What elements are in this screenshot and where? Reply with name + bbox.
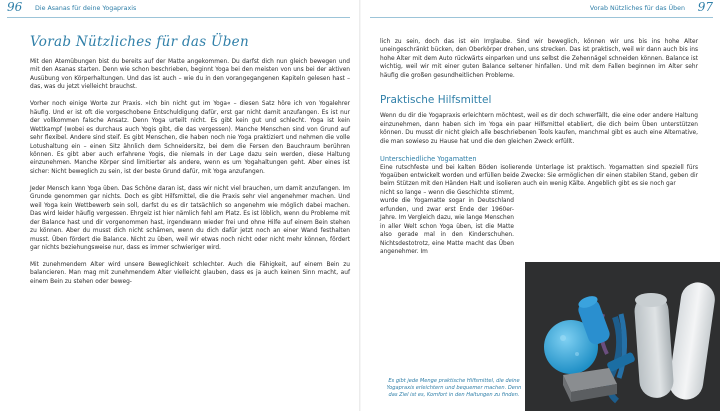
right-intro-paragraph: lich zu sein, doch das ist ein Irrglaube. Sind wir beweglich, können wir uns bis ins hohe Alter uneingeschränkt bücken, den Oberkörper drehen, uns strecken. Das ist praktisch, weil wir dann auch bis ins hohe Alter mit dem Auto rückwärts einparken und uns selbst die Zehennägel schneiden können. Balance ist wichtig, weil wir mit einer guten Balance seltener hinfallen. Und mit dem Fallen beginnen im Alter sehr häufig die großen gesundheitlichen Probleme. xyxy=(380,39,698,79)
right-running-title: Vorab Nützliches für das Üben xyxy=(589,5,685,12)
yoga-props-photo xyxy=(525,262,720,411)
left-page xyxy=(30,34,350,295)
yogamatten-paragraph-narrow: nicht so lange – wenn die Geschichte stimmt, wurde die Yogamatte sogar in Deutschland erfunden, und zwar erst Ende der 1960er-Jahre. Im Vergleich dazu, wie lange Menschen in aller Welt schon Yoga üben, ist die Matte also gerade mal in den Kinderschuhen. Nichtsdestotrotz, eine Matte macht das Üben angenehmer. Im xyxy=(380,189,514,256)
photo-caption: Es gibt jede Menge praktische Hilfsmittel, die deine Yogapraxis erleichtern und bequemer machen. Denn das Ziel ist es, Komfort in den Haltungen zu finden. xyxy=(386,378,522,398)
right-header-rule xyxy=(370,17,713,18)
right-running-head xyxy=(368,0,713,17)
left-page-number: 96 xyxy=(7,0,23,14)
left-running-title: Die Asanas für deine Yogapraxis xyxy=(35,5,137,12)
left-paragraph-3: Jeder Mensch kann Yoga üben. Das Schöne daran ist, dass wir nicht viel brauchen, um damit anzufangen. Im Grunde genommen gar nichts. Doch es gibt Hilfsmittel, die die Praxis sehr viel angenehmer machen. Und weil Yoga kein Wettbewerb sein soll, darfst du es dir tatsächlich so angenehm wie möglich dabei machen. Das wird leider häufig vergessen. Ehrgeiz ist hier nämlich fehl am Platz. Es ist löblich, wenn du Probleme mit der Balance hast und dir vorgenommen hast, irgendwann wieder frei und ohne Hilfe auf einem Bein stehen zu können. Aber du musst dich nicht schämen, wenn du dich dafür jetzt noch an einer Wand festhalten musst. Üben fördert die Balance. Nicht zu üben, weil wir etwas noch nicht oder nicht mehr können, fördert gar nichts beziehungsweise nur, dass es immer schwieriger wird. xyxy=(30,185,350,252)
right-page-number: 97 xyxy=(697,0,713,14)
page-gutter xyxy=(359,0,361,411)
grey-bolster xyxy=(633,293,674,399)
subheading-yogamatten: Unterschiedliche Yogamatten xyxy=(380,154,477,163)
left-paragraph-4: Mit zunehmendem Alter wird unsere Beweglichkeit schlechter. Auch die Fähigkeit, auf einem Bein zu balancieren. Man mag mit zunehmendem Alter vielleicht glauben, dass es ja auch keinen Sinn macht, auf einem Bein zu stehen oder beweg- xyxy=(30,262,350,285)
right-page xyxy=(380,38,698,265)
section-paragraph: Wenn du dir die Yogapraxis erleichtern möchtest, weil es dir doch schwerfällt, die eine oder andere Haltung einzunehmen, dann haben sich im Yoga ein paar Hilfsmittel etabliert, die dich beim Üben unterstützen können. Du musst dir nicht gleich alle beschriebenen Tools kaufen, manchmal gibt es auch eine Alternative, die man sowieso zu Hause hat und die den gleichen Zweck erfüllt. xyxy=(380,113,698,145)
yoga-props-illustration xyxy=(525,262,720,411)
chapter-title: Vorab Nützliches für das Üben xyxy=(30,34,249,50)
left-running-head xyxy=(7,0,352,17)
section-heading: Praktische Hilfsmittel xyxy=(380,94,492,107)
yogamatten-paragraph-full: Eine rutschfeste und bei kalten Böden isolierende Unterlage ist praktisch. Yogamatten sind speziell fürs Yogaüben entwickelt worden und erfüllen beide Zwecke: Sie ermöglichen dir einen stabilen Stand, geben dir beim Stützen mit den Händen Halt und isolieren auch ein wenig Kälte. Angeblich gibt es sie noch gar xyxy=(380,164,698,188)
left-paragraph-1: Mit den Atemübungen bist du bereits auf der Matte angekommen. Du darfst dich nun gleich bewegen und mit den Asanas starten. Denn wie schon beschrieben, beginnt Yoga bei den meisten von uns bei der aktiven Ausübung von Körperhaltungen. Und das ist auch – wie du in den vorangegangenen Kapiteln gelesen hast – das, was du jetzt vielleicht brauchst. xyxy=(30,59,350,91)
left-paragraph-2: Vorher noch einige Worte zur Praxis. »Ich bin nicht gut im Yoga« – diesen Satz höre ich von Yogalehrer häufig. Und er ist oft die vorgeschobene Entschuldigung dafür, erst gar nicht damit anzufangen. Es ist nur der vollkommen falsche Ansatz. Denn Yoga urteilt nicht. Es gibt kein gut und schlecht. Yoga ist kein Wettkampf (wobei es durchaus auch Yogis gibt, die das vergessen). Manche Menschen sind von Grund auf sehr flexibel. Andere sind steif. Es gibt Menschen, die haben noch nie Yoga praktiziert und nehmen die volle Lotushaltung ein – einen Sitz ähnlich dem Schneidersitz, bei dem die Fersen den Bauchraum berühren können. Es gibt aber auch erfahrene Yogis, die niemals in der Lage dazu sein werden, diese Haltung einzunehmen. Manche Körper sind limitierter als andere, wenn es um Yogahaltungen geht. Aber eines ist sicher: Nicht beweglich zu sein, ist der beste Grund dafür, mit Yoga anzufangen. xyxy=(30,101,350,175)
left-header-rule xyxy=(7,17,350,18)
